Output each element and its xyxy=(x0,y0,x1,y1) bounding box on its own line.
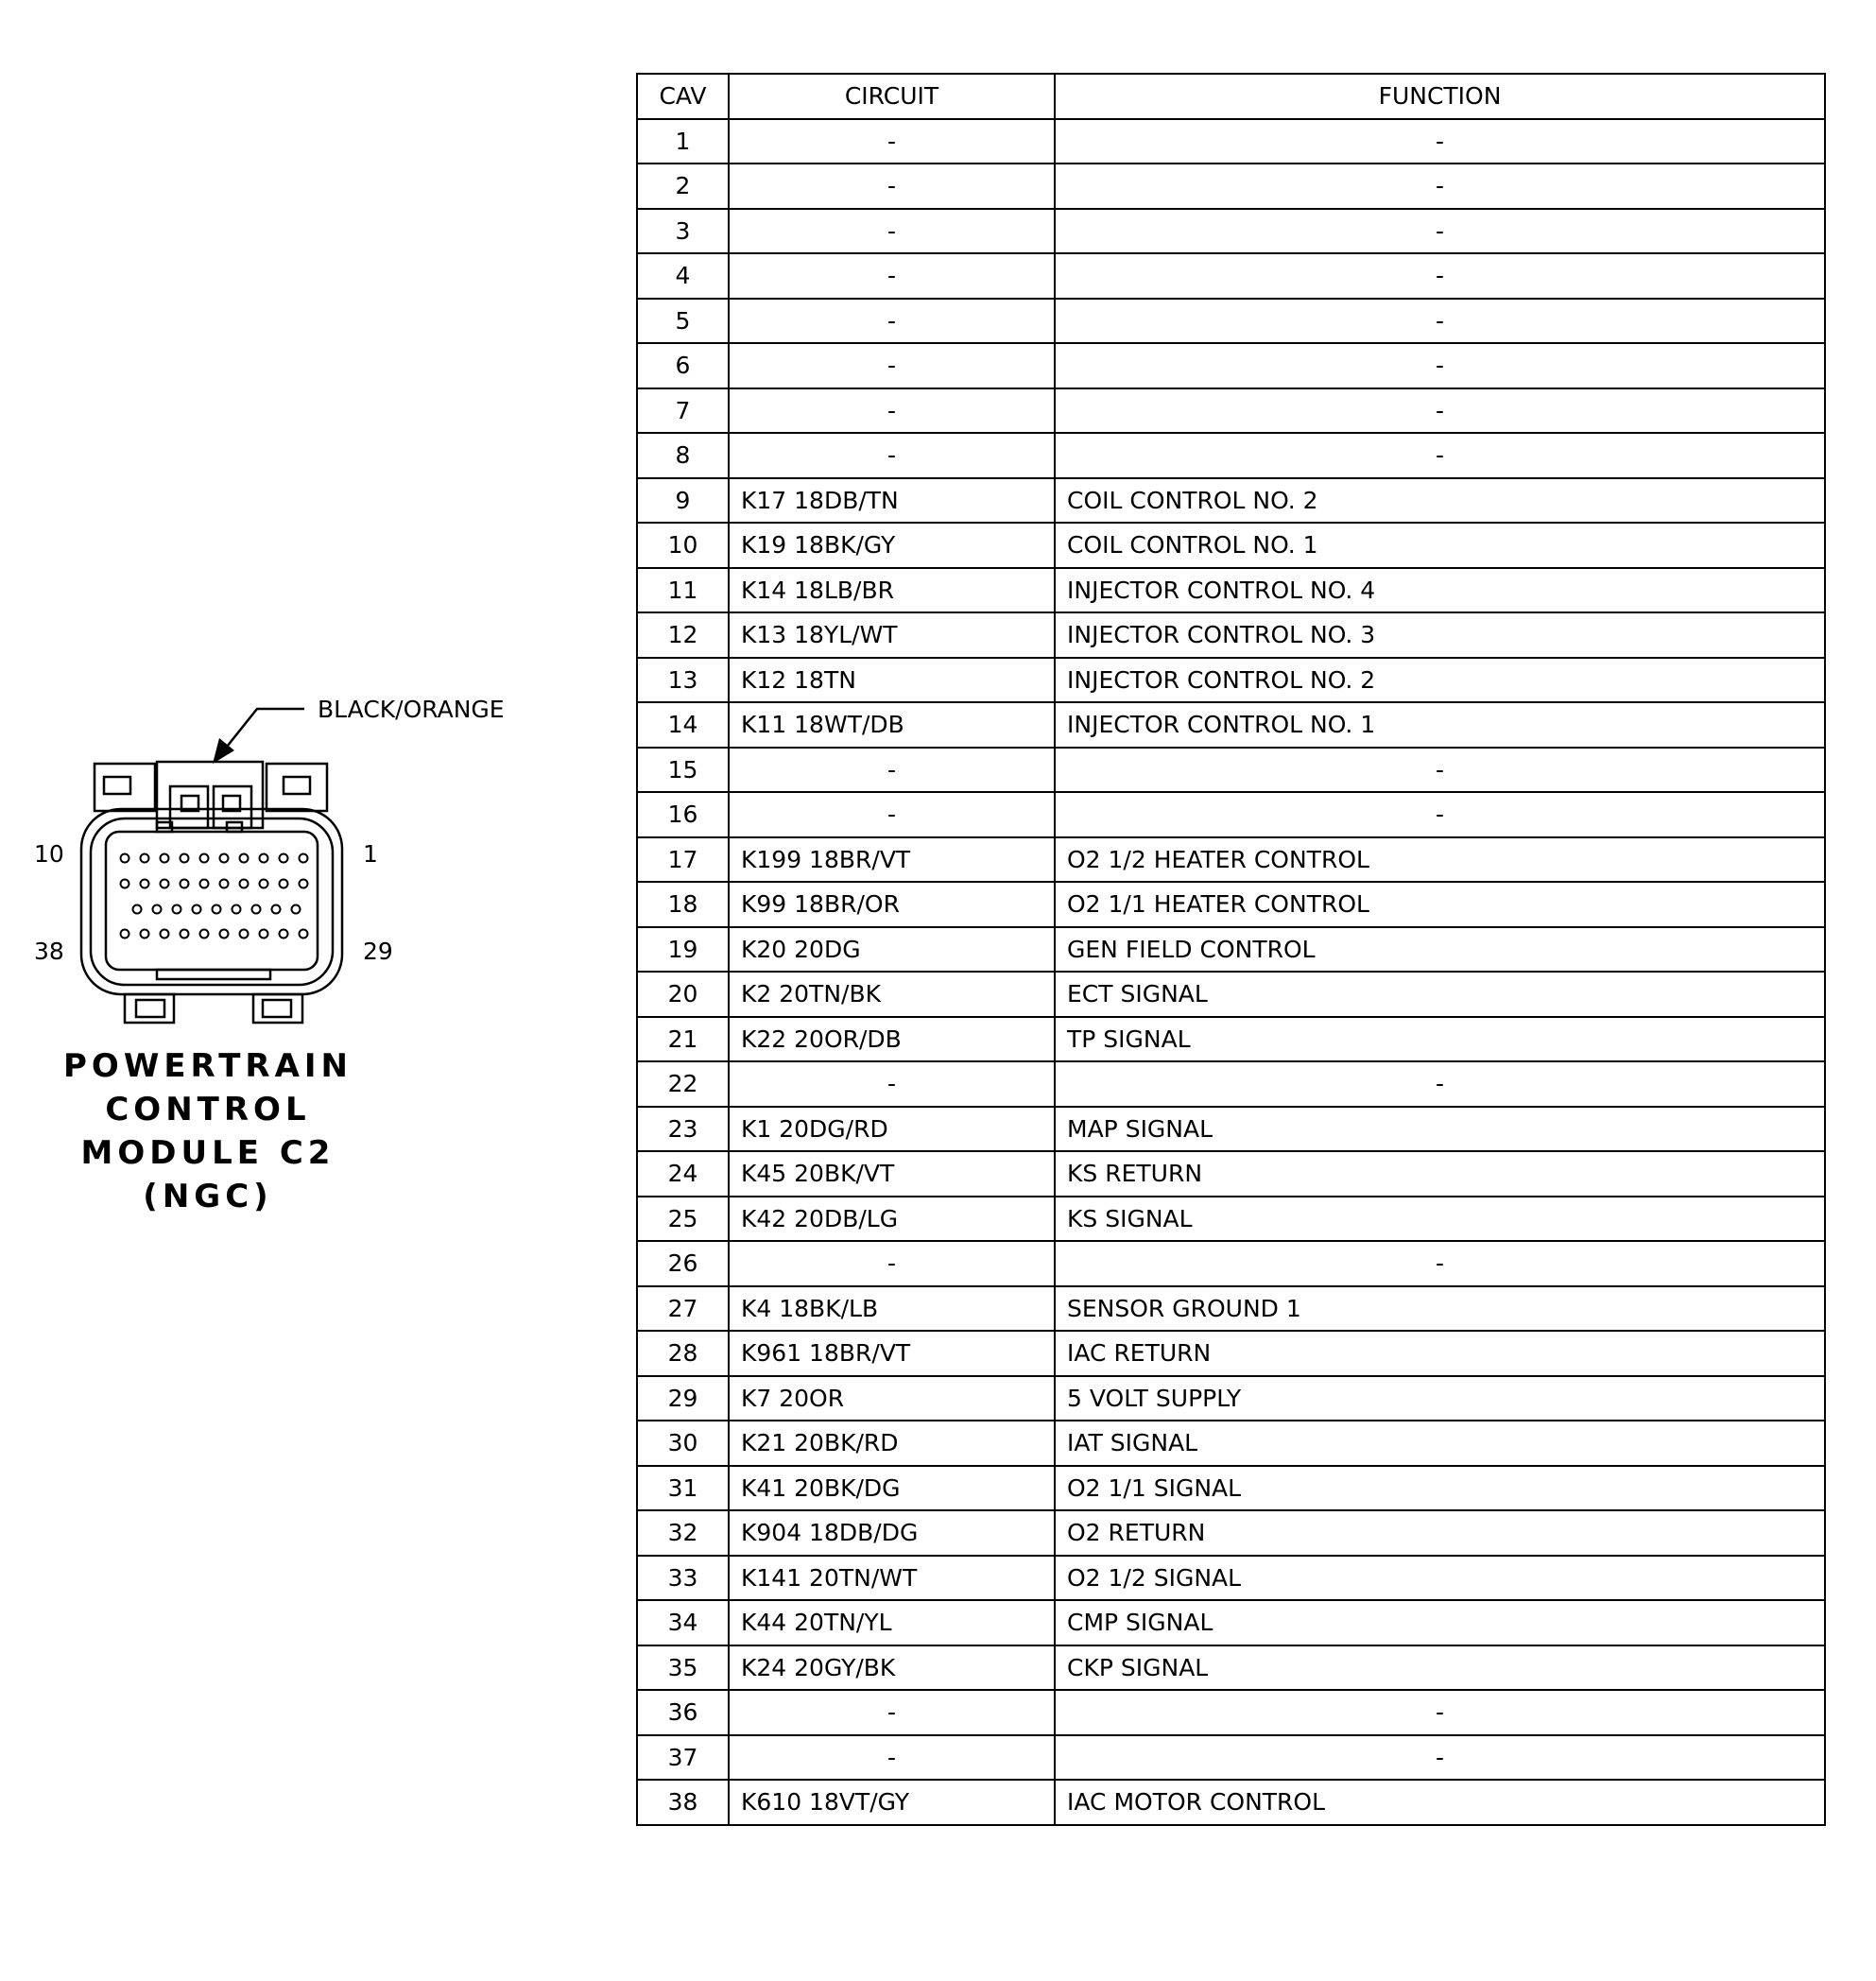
cav-cell: 9 xyxy=(637,478,729,524)
function-cell: INJECTOR CONTROL NO. 1 xyxy=(1055,702,1825,748)
table-row xyxy=(637,1645,1825,1691)
pin-cavity xyxy=(240,880,249,888)
pin-cavity xyxy=(220,930,229,939)
function-cell: - xyxy=(1055,1735,1825,1781)
circuit-cell: K11 18WT/DB xyxy=(729,702,1055,748)
cav-cell: 5 xyxy=(637,299,729,344)
cav-cell: 11 xyxy=(637,568,729,613)
function-cell: - xyxy=(1055,433,1825,478)
connector-body xyxy=(81,762,342,1023)
function-cell: - xyxy=(1055,388,1825,434)
function-cell: - xyxy=(1055,164,1825,209)
function-cell: - xyxy=(1055,1241,1825,1286)
function-cell: O2 1/2 SIGNAL xyxy=(1055,1556,1825,1601)
pin-cavity xyxy=(213,905,221,914)
table-row xyxy=(637,1466,1825,1511)
connector-color-label: BLACK/ORANGE xyxy=(318,696,505,723)
pin-cavity xyxy=(181,880,189,888)
table-row xyxy=(637,343,1825,388)
connector-title-line-2: CONTROL xyxy=(105,1091,311,1128)
cav-cell: 3 xyxy=(637,209,729,254)
function-cell: - xyxy=(1055,119,1825,164)
function-cell: - xyxy=(1055,1061,1825,1107)
pin-cavity xyxy=(220,854,229,863)
circuit-cell: - xyxy=(729,748,1055,793)
function-cell: - xyxy=(1055,1690,1825,1735)
function-cell: INJECTOR CONTROL NO. 3 xyxy=(1055,612,1825,658)
function-cell: INJECTOR CONTROL NO. 2 xyxy=(1055,658,1825,703)
pin-cavity xyxy=(240,854,249,863)
pin-cavity xyxy=(260,930,268,939)
function-cell: - xyxy=(1055,209,1825,254)
cav-cell: 21 xyxy=(637,1017,729,1062)
pin-label-38: 38 xyxy=(34,938,64,965)
cav-cell: 17 xyxy=(637,837,729,883)
circuit-cell: - xyxy=(729,1241,1055,1286)
cav-cell: 29 xyxy=(637,1376,729,1421)
pin-cavity xyxy=(280,854,288,863)
circuit-cell: K610 18VT/GY xyxy=(729,1780,1055,1825)
circuit-cell: K12 18TN xyxy=(729,658,1055,703)
function-cell: O2 1/2 HEATER CONTROL xyxy=(1055,837,1825,883)
function-cell: 5 VOLT SUPPLY xyxy=(1055,1376,1825,1421)
circuit-cell: K24 20GY/BK xyxy=(729,1645,1055,1691)
cav-cell: 20 xyxy=(637,972,729,1017)
pin-cavity xyxy=(161,880,169,888)
table-row xyxy=(637,1331,1825,1376)
circuit-cell: K14 18LB/BR xyxy=(729,568,1055,613)
circuit-cell: K13 18YL/WT xyxy=(729,612,1055,658)
function-cell: IAC MOTOR CONTROL xyxy=(1055,1780,1825,1825)
cav-cell: 28 xyxy=(637,1331,729,1376)
table-body xyxy=(637,119,1825,1825)
pin-cavity xyxy=(141,854,149,863)
function-cell: - xyxy=(1055,792,1825,837)
table-row xyxy=(637,1017,1825,1062)
cav-cell: 4 xyxy=(637,253,729,299)
table-row xyxy=(637,299,1825,344)
table-row xyxy=(637,1690,1825,1735)
circuit-cell: K41 20BK/DG xyxy=(729,1466,1055,1511)
table-row xyxy=(637,253,1825,299)
cav-cell: 6 xyxy=(637,343,729,388)
circuit-cell: K22 20OR/DB xyxy=(729,1017,1055,1062)
circuit-cell: - xyxy=(729,1690,1055,1735)
function-cell: ECT SIGNAL xyxy=(1055,972,1825,1017)
cav-cell: 7 xyxy=(637,388,729,434)
circuit-cell: K99 18BR/OR xyxy=(729,882,1055,927)
function-cell: GEN FIELD CONTROL xyxy=(1055,927,1825,973)
connector-title-line-4: (NGC) xyxy=(143,1178,273,1215)
table-row xyxy=(637,1421,1825,1466)
pin-cavity xyxy=(181,930,189,939)
circuit-cell: - xyxy=(729,343,1055,388)
table-row xyxy=(637,1197,1825,1242)
circuit-cell: - xyxy=(729,1735,1055,1781)
pin-cavity xyxy=(300,930,308,939)
pin-cavity xyxy=(173,905,181,914)
function-cell: INJECTOR CONTROL NO. 4 xyxy=(1055,568,1825,613)
cav-cell: 33 xyxy=(637,1556,729,1601)
circuit-cell: - xyxy=(729,253,1055,299)
pin-cavity xyxy=(121,880,129,888)
function-cell: - xyxy=(1055,299,1825,344)
table-row xyxy=(637,568,1825,613)
table-row xyxy=(637,792,1825,837)
circuit-cell: K19 18BK/GY xyxy=(729,523,1055,568)
table-row xyxy=(637,972,1825,1017)
cav-cell: 2 xyxy=(637,164,729,209)
circuit-cell: K904 18DB/DG xyxy=(729,1510,1055,1556)
table-row xyxy=(637,209,1825,254)
cav-cell: 37 xyxy=(637,1735,729,1781)
cav-cell: 12 xyxy=(637,612,729,658)
cav-cell: 15 xyxy=(637,748,729,793)
table-row xyxy=(637,1780,1825,1825)
connector-title xyxy=(57,1044,359,1218)
pin-cavity xyxy=(292,905,301,914)
function-cell: CKP SIGNAL xyxy=(1055,1645,1825,1691)
circuit-cell: - xyxy=(729,119,1055,164)
pin-cavity xyxy=(161,930,169,939)
function-cell: O2 1/1 SIGNAL xyxy=(1055,1466,1825,1511)
cav-cell: 36 xyxy=(637,1690,729,1735)
pin-cavity xyxy=(193,905,201,914)
pinout-table xyxy=(636,73,1826,1826)
pin-cavity xyxy=(181,854,189,863)
circuit-cell: K2 20TN/BK xyxy=(729,972,1055,1017)
table-header-row xyxy=(637,74,1825,119)
color-leader-line xyxy=(223,709,304,751)
function-cell: TP SIGNAL xyxy=(1055,1017,1825,1062)
function-cell: - xyxy=(1055,253,1825,299)
function-cell: COIL CONTROL NO. 2 xyxy=(1055,478,1825,524)
cav-cell: 26 xyxy=(637,1241,729,1286)
cav-cell: 18 xyxy=(637,882,729,927)
table-row xyxy=(637,164,1825,209)
function-cell: MAP SIGNAL xyxy=(1055,1107,1825,1152)
pin-cavity xyxy=(280,880,288,888)
table-row xyxy=(637,748,1825,793)
table-row xyxy=(637,119,1825,164)
circuit-cell: - xyxy=(729,299,1055,344)
pin-cavity xyxy=(252,905,261,914)
table-row xyxy=(637,1061,1825,1107)
circuit-cell: K20 20DG xyxy=(729,927,1055,973)
circuit-cell: - xyxy=(729,792,1055,837)
circuit-cell: K44 20TN/YL xyxy=(729,1600,1055,1645)
cav-cell: 22 xyxy=(637,1061,729,1107)
circuit-cell: K17 18DB/TN xyxy=(729,478,1055,524)
table-row xyxy=(637,1107,1825,1152)
pin-cavity xyxy=(133,905,142,914)
table-row xyxy=(637,927,1825,973)
circuit-cell: - xyxy=(729,433,1055,478)
pin-cavity xyxy=(200,854,209,863)
connector-pin-field xyxy=(121,854,308,939)
cav-cell: 32 xyxy=(637,1510,729,1556)
circuit-cell: K141 20TN/WT xyxy=(729,1556,1055,1601)
table-row xyxy=(637,882,1825,927)
pin-cavity xyxy=(141,930,149,939)
cav-cell: 23 xyxy=(637,1107,729,1152)
circuit-cell: - xyxy=(729,388,1055,434)
function-cell: O2 RETURN xyxy=(1055,1510,1825,1556)
cav-cell: 13 xyxy=(637,658,729,703)
pin-cavity xyxy=(220,880,229,888)
pin-cavity xyxy=(300,880,308,888)
circuit-cell: K7 20OR xyxy=(729,1376,1055,1421)
table-row xyxy=(637,1600,1825,1645)
function-cell: - xyxy=(1055,748,1825,793)
connector-title-line-3: MODULE C2 xyxy=(80,1134,336,1172)
header-circuit: CIRCUIT xyxy=(729,74,1055,119)
cav-cell: 1 xyxy=(637,119,729,164)
circuit-cell: K42 20DB/LG xyxy=(729,1197,1055,1242)
circuit-cell: - xyxy=(729,1061,1055,1107)
table-row xyxy=(637,1735,1825,1781)
pin-cavity xyxy=(240,930,249,939)
table-row xyxy=(637,1151,1825,1197)
header-cav: CAV xyxy=(637,74,729,119)
cav-cell: 14 xyxy=(637,702,729,748)
table-row xyxy=(637,388,1825,434)
cav-cell: 8 xyxy=(637,433,729,478)
circuit-cell: K1 20DG/RD xyxy=(729,1107,1055,1152)
pin-label-10: 10 xyxy=(34,840,64,868)
circuit-cell: - xyxy=(729,164,1055,209)
circuit-cell: K961 18BR/VT xyxy=(729,1331,1055,1376)
table-row xyxy=(637,1556,1825,1601)
cav-cell: 27 xyxy=(637,1286,729,1332)
circuit-cell: K4 18BK/LB xyxy=(729,1286,1055,1332)
function-cell: IAC RETURN xyxy=(1055,1331,1825,1376)
function-cell: O2 1/1 HEATER CONTROL xyxy=(1055,882,1825,927)
cav-cell: 31 xyxy=(637,1466,729,1511)
cav-cell: 34 xyxy=(637,1600,729,1645)
cav-cell: 19 xyxy=(637,927,729,973)
circuit-cell: K21 20BK/RD xyxy=(729,1421,1055,1466)
table-row xyxy=(637,837,1825,883)
table-row xyxy=(637,1241,1825,1286)
pin-cavity xyxy=(200,930,209,939)
function-cell: IAT SIGNAL xyxy=(1055,1421,1825,1466)
function-cell: SENSOR GROUND 1 xyxy=(1055,1286,1825,1332)
pin-cavity xyxy=(272,905,281,914)
function-cell: KS RETURN xyxy=(1055,1151,1825,1197)
circuit-cell: K45 20BK/VT xyxy=(729,1151,1055,1197)
table-row xyxy=(637,658,1825,703)
function-cell: COIL CONTROL NO. 1 xyxy=(1055,523,1825,568)
cav-cell: 30 xyxy=(637,1421,729,1466)
cav-cell: 25 xyxy=(637,1197,729,1242)
pin-label-29: 29 xyxy=(363,938,393,965)
pin-cavity xyxy=(260,854,268,863)
table-row xyxy=(637,612,1825,658)
table-row xyxy=(637,478,1825,524)
header-function: FUNCTION xyxy=(1055,74,1825,119)
cav-cell: 35 xyxy=(637,1645,729,1691)
pin-cavity xyxy=(300,854,308,863)
function-cell: CMP SIGNAL xyxy=(1055,1600,1825,1645)
circuit-cell: K199 18BR/VT xyxy=(729,837,1055,883)
table-row xyxy=(637,1376,1825,1421)
function-cell: KS SIGNAL xyxy=(1055,1197,1825,1242)
pin-cavity xyxy=(280,930,288,939)
pin-cavity xyxy=(153,905,162,914)
cav-cell: 24 xyxy=(637,1151,729,1197)
cav-cell: 10 xyxy=(637,523,729,568)
table-row xyxy=(637,1510,1825,1556)
pin-cavity xyxy=(121,854,129,863)
pin-cavity xyxy=(232,905,241,914)
function-cell: - xyxy=(1055,343,1825,388)
pin-cavity xyxy=(260,880,268,888)
pin-cavity xyxy=(141,880,149,888)
cav-cell: 38 xyxy=(637,1780,729,1825)
pin-cavity xyxy=(200,880,209,888)
circuit-cell: - xyxy=(729,209,1055,254)
table-row xyxy=(637,1286,1825,1332)
connector-title-line-1: POWERTRAIN xyxy=(63,1047,353,1085)
cav-cell: 16 xyxy=(637,792,729,837)
table-row xyxy=(637,433,1825,478)
table-row xyxy=(637,702,1825,748)
pin-cavity xyxy=(121,930,129,939)
pin-cavity xyxy=(161,854,169,863)
table-row xyxy=(637,523,1825,568)
pin-label-1: 1 xyxy=(363,840,378,868)
